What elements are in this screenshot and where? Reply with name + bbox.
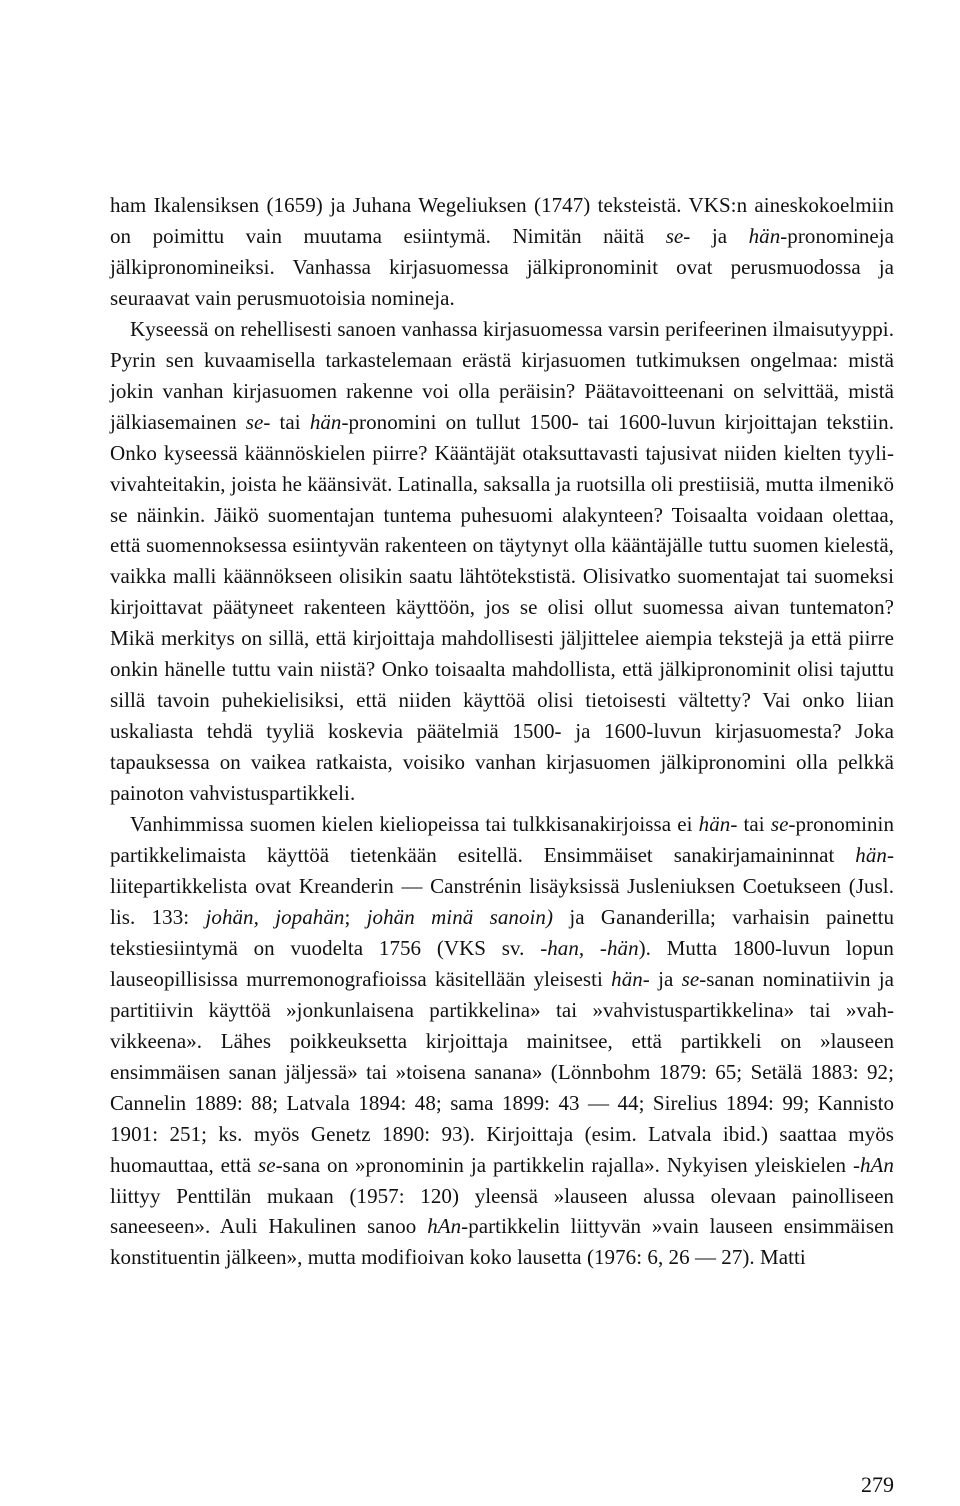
text-run: Kyseessä on rehellisesti sanoen vanhassa kirjasuomessa varsin perifeerinen ilmaisutyyppi. Pyrin sen kuvaamisella tarkastelemaan erästä kirjasuomen tutkimuksen ongelmaa: mistä jokin vanhan kirjasuomen rakenne voi olla peräisin? Päätavoitteenani on selvittää, mistä jälkiasemainen: [110, 316, 894, 434]
italic-term: johän, jopahän: [205, 904, 345, 929]
text-run: ham Ikalensiksen (1659) ja Juhana Wegeliuksen (1747) teksteistä. VKS:n aineskokoelmiin on poimittu vain muutama esiintymä. Nimitän näitä: [110, 193, 894, 248]
text-run: ). Mutta 1800-luvun lopun lauseopillisissa murremonografioissa käsitellään yleisesti: [110, 935, 894, 991]
page-number: 279: [861, 1472, 894, 1497]
italic-term: hän: [309, 409, 342, 434]
italic-term: hAn: [427, 1214, 462, 1239]
italic-term: se-: [665, 223, 691, 248]
text-run: tai: [270, 409, 310, 434]
text-run: -pronomini on tullut 1500- tai 1600-luvun kirjoittajan tekstiin. Onko kyseessä käännöskielen piirre? Kääntäjät otaksuttavasti tajusivat niiden kielten tyylivivahteitakin, joista he käänsivät. Latinalla, saksalla ja ruotsilla oli prestiisiä, mutta ilmenikö se näinkin. Jäikö suomentajan tuntema puhesuomi alakynteen? Toisaalta voidaan olettaa, että suomennoksessa esiintyvän rakenteen on täytynyt olla kääntäjälle tuttu suomen kielestä, vaikka malli käännökseen olisikin saatu lähtötekstistä. Olisivatko suomentajat tai suomeksi kirjoittavat päätyneet rakenteen käyttöön, jos se olisi ollut suomessa aivan tuntematon? Mikä merkitys on sillä, että kirjoittaja mahdollisesti jäljittelee aiempia tekstejä ja että piirre onkin hänelle tuttu vain niistä? Onko toisaalta mahdollista, että jälkipronominit olisi tajuttu sillä tavoin puhekielisiksi, että niiden käyttöä olisi tietoisesti vältetty? Vai onko liian uskaliasta tehdä tyyliä koskevia päätelmiä 1500- ja 1600-luvun kirjasuomesta? Joka tapauksessa on vaikea ratkaista, voisiko vanhan kirjasuomen jälkipronomini olla pelkkä painoton vahvistuspartikkeli.: [110, 409, 895, 806]
body-text: [110, 190, 894, 1273]
italic-term: se: [770, 812, 789, 837]
paragraph-3: [110, 809, 894, 1273]
italic-term: se: [681, 966, 700, 991]
text-run: ja: [690, 223, 749, 248]
text-run: -pronomineja jälkipronomineiksi. Vanhassa kirjasuomessa jälkipronominit ovat perusmuodossa ja seuraavat vain perusmuotoisia nomineja.: [110, 223, 894, 310]
paragraph-2: [110, 314, 894, 809]
italic-term: -han, -hän: [540, 935, 639, 960]
text-run: -partikkelin liittyvän »vain lauseen ensimmäisen konstituentin jälkeen», mutta modifioivan koko lausetta (1976: 6, 26 — 27). Matti: [110, 1214, 894, 1270]
text-run: liittyy Penttilän mukaan (1957: 120) yleensä »lauseen alussa olevaan painolliseen saneeseen». Auli Hakulinen sanoo: [110, 1183, 894, 1239]
text-run: ;: [344, 904, 367, 929]
text-run: ja Gananderilla; varhaisin painettu tekstiesiintymä on vuodelta 1756 (VKS sv.: [110, 904, 895, 960]
italic-term: -hAn: [852, 1152, 894, 1177]
text-run: ja: [649, 966, 682, 991]
text-run: -liitepartikkelista ovat Kreanderin — Canstrénin lisäyksissä Jusleniuksen Coetukseen (Jusl. lis. 133:: [110, 843, 894, 929]
italic-term: hän: [855, 843, 887, 868]
italic-term: se: [257, 1152, 276, 1177]
text-run: -sana on »pronominin ja partikkelin rajalla». Nykyisen yleiskielen: [275, 1152, 853, 1177]
italic-term: se-: [245, 409, 271, 434]
italic-term: hän-: [698, 812, 738, 837]
text-run: tai: [737, 812, 771, 837]
italic-term: hän: [748, 223, 781, 248]
text-run: -sanan nominatiivin ja partitiivin käyttöä »jonkunlaisena partikkelina» tai »vahvistuspartikkelina» tai »vahvikkeena». Lähes poikkeuksetta kirjoittaja mainitsee, että partikkeli on »lauseen ensimmäisen sanan jäljessä» tai »toisena sanana» (Lönnbohm 1879: 65; Setälä 1883: 92; Cannelin 1889: 88; Latvala 1894: 48; sama 1899: 43 — 44; Sirelius 1894: 99; Kannisto 1901: 251; ks. myös Genetz 1890: 93). Kirjoittaja (esim. Latvala ibid.) saattaa myös huomauttaa, että: [110, 966, 895, 1177]
paragraph-1: [110, 190, 894, 314]
text-run: -pronominin partikkelimaista käyttöä tietenkään esitellä. Ensimmäiset sanakirjamaininnat: [110, 812, 894, 868]
italic-term: johän minä sanoin): [366, 904, 553, 929]
text-run: Vanhimmissa suomen kielen kieliopeissa tai tulkkisanakirjoissa ei: [130, 812, 699, 837]
italic-term: hän-: [611, 966, 650, 991]
